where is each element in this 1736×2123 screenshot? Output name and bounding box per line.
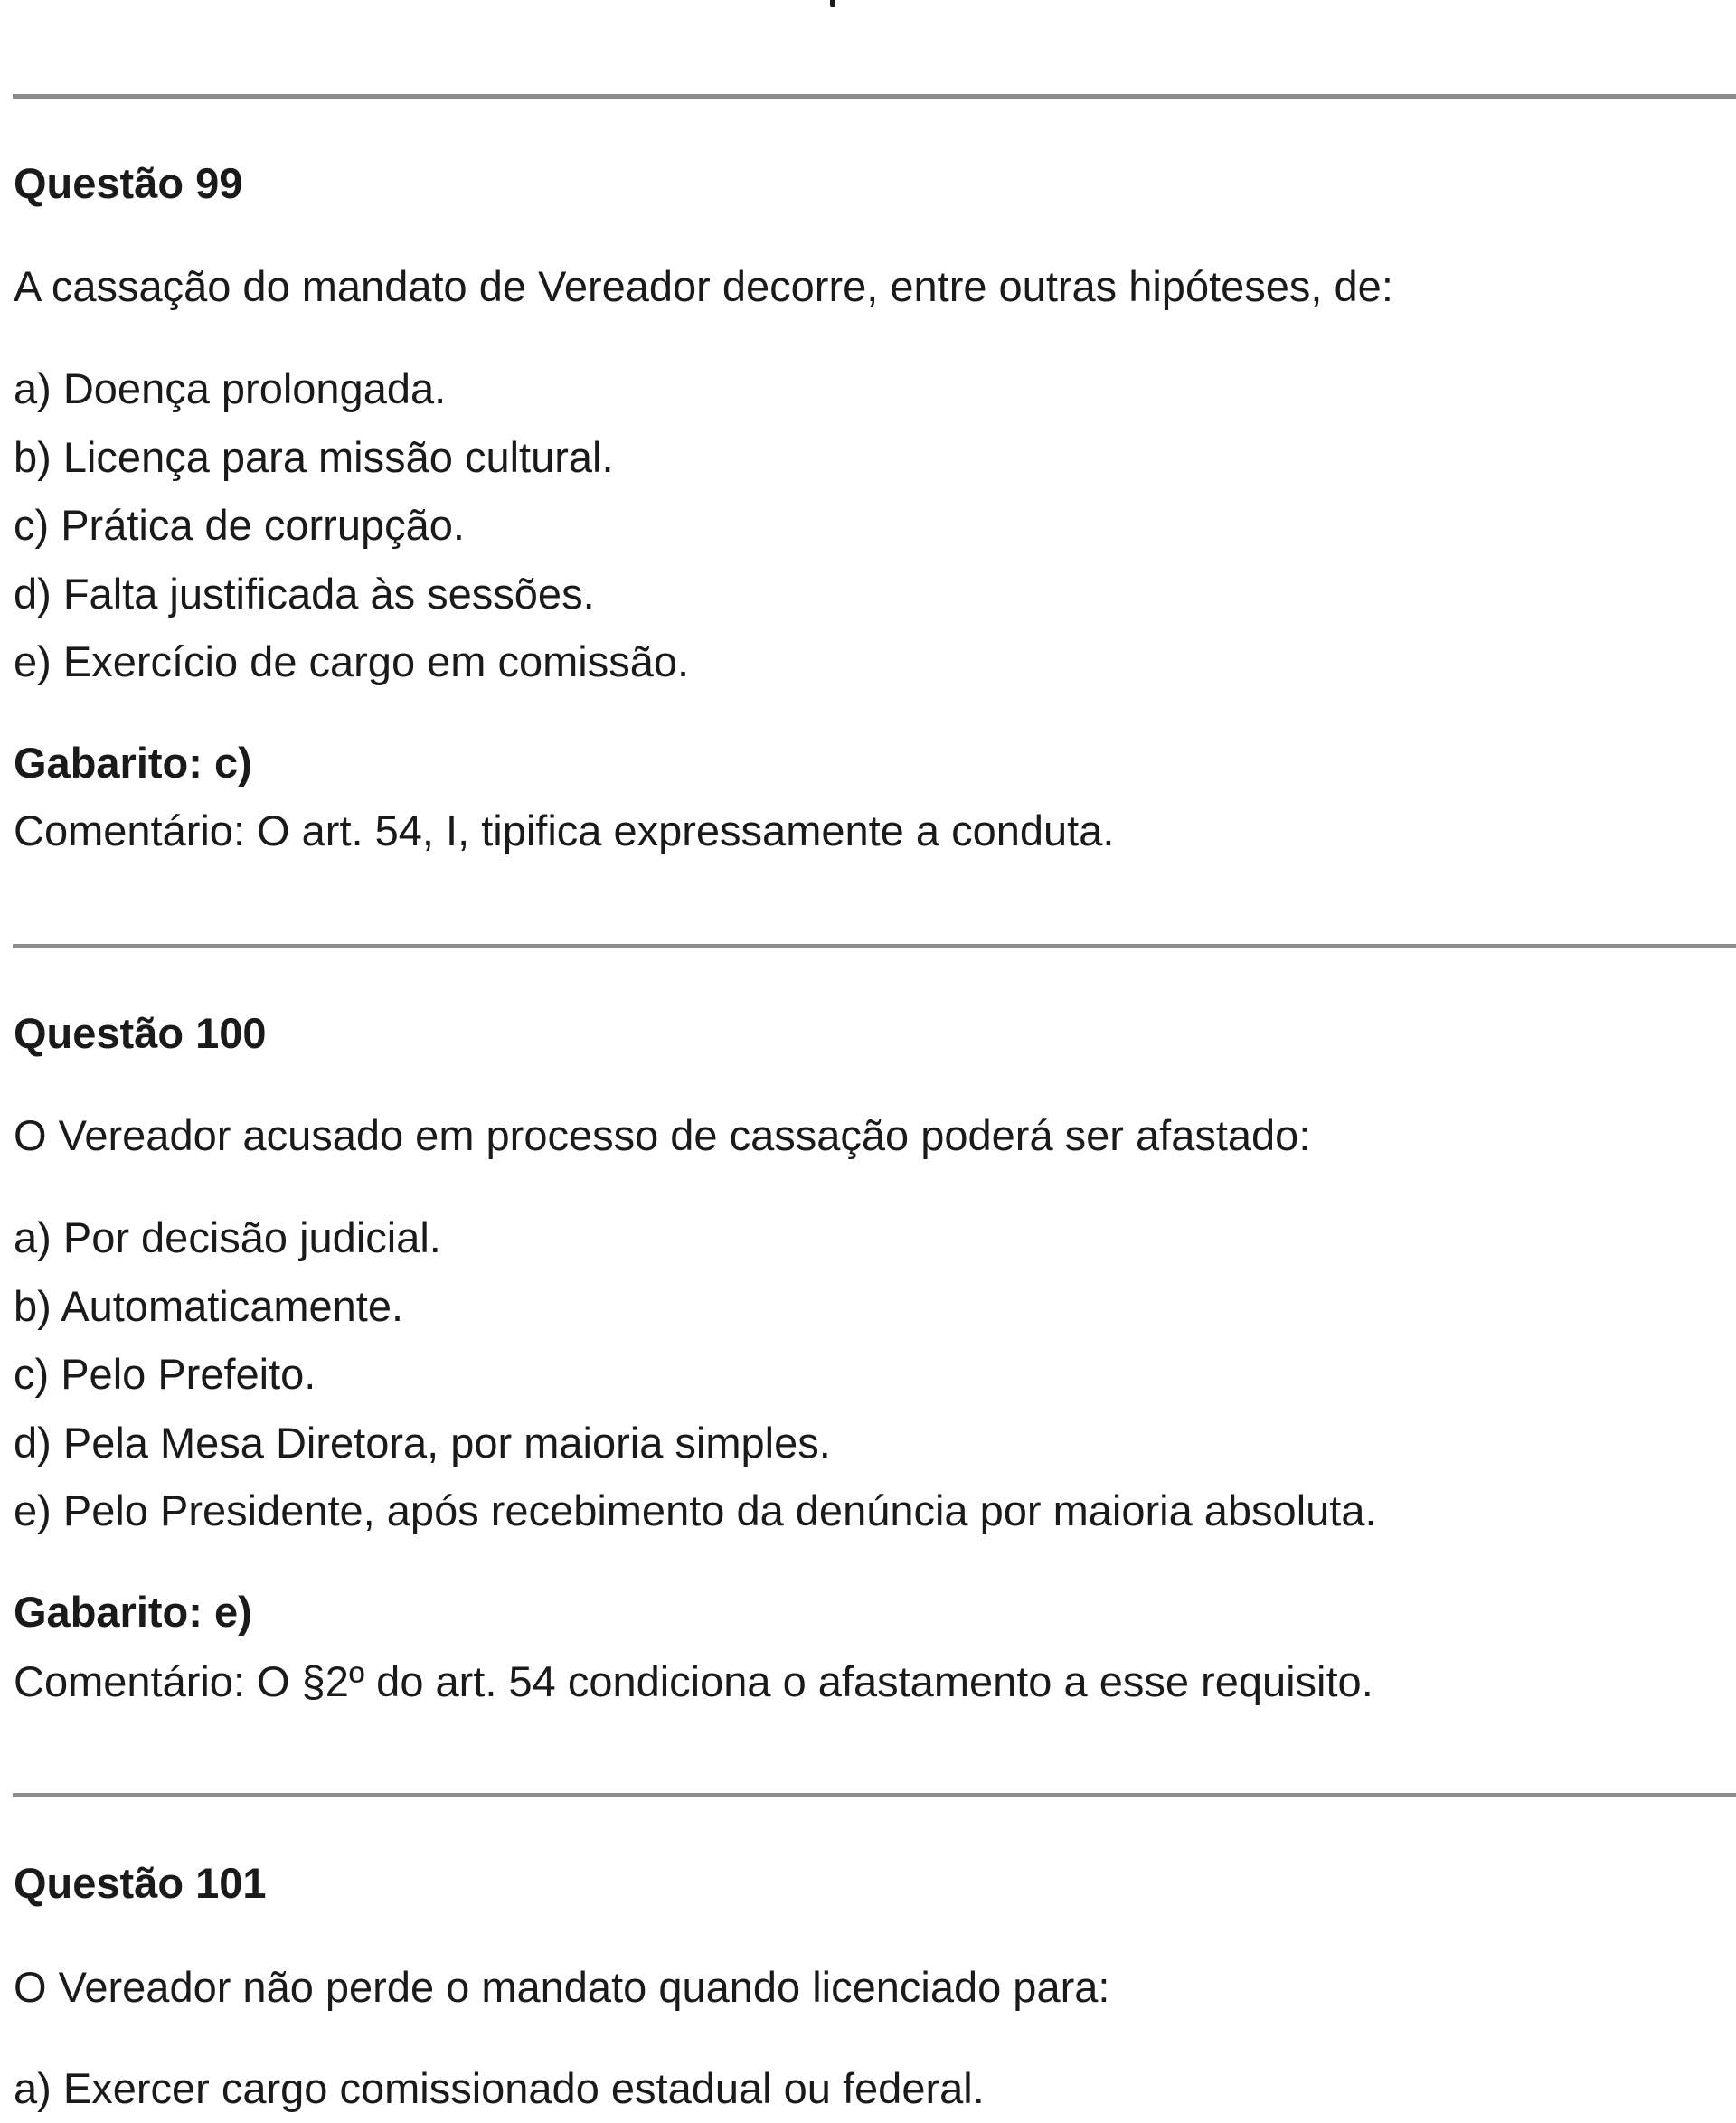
option-e: e) Pelo Presidente, após recebimento da denúncia por maioria absoluta. [14, 1486, 1377, 1534]
answer-comment: Comentário: O art. 54, I, tipifica expressamente a conduta. [14, 807, 1115, 854]
divider [13, 94, 1736, 99]
question-prompt: O Vereador não perde o mandato quando licenciado para: [14, 1963, 1110, 2011]
option-a: a) Por decisão judicial. [14, 1213, 441, 1261]
options-list [14, 2054, 985, 2123]
answer-key: Gabarito: c) [14, 739, 252, 787]
option-a: a) Exercer cargo comissionado estadual ou federal. [14, 2064, 985, 2112]
divider [13, 1793, 1736, 1797]
option-a: a) Doença prolongada. [14, 364, 447, 412]
options-list [14, 1203, 1377, 1545]
question-title: Questão 99 [14, 159, 243, 207]
divider [13, 944, 1736, 948]
question-title: Questão 100 [14, 1009, 267, 1057]
answer-comment: Comentário: O §2º do art. 54 condiciona o afastamento a esse requisito. [14, 1657, 1373, 1705]
option-b: b) Licença para missão cultural. [14, 432, 614, 481]
option-c: c) Pelo Prefeito. [14, 1350, 316, 1398]
option-c: c) Prática de corrupção. [14, 501, 465, 549]
option-e: e) Exercício de cargo em comissão. [14, 637, 690, 685]
answer-key: Gabarito: e) [14, 1588, 252, 1636]
option-b: b) Automaticamente. [14, 1281, 404, 1330]
options-list [14, 354, 689, 696]
question-prompt: O Vereador acusado em processo de cassação poderá ser afastado: [14, 1111, 1311, 1159]
option-d: d) Falta justificada às sessões. [14, 569, 595, 618]
cropped-text-fragment [830, 0, 835, 7]
question-title: Questão 101 [14, 1859, 267, 1907]
question-prompt: A cassação do mandato de Vereador decorre, entre outras hipóteses, de: [14, 262, 1393, 310]
option-d: d) Pela Mesa Diretora, por maioria simples. [14, 1418, 831, 1467]
